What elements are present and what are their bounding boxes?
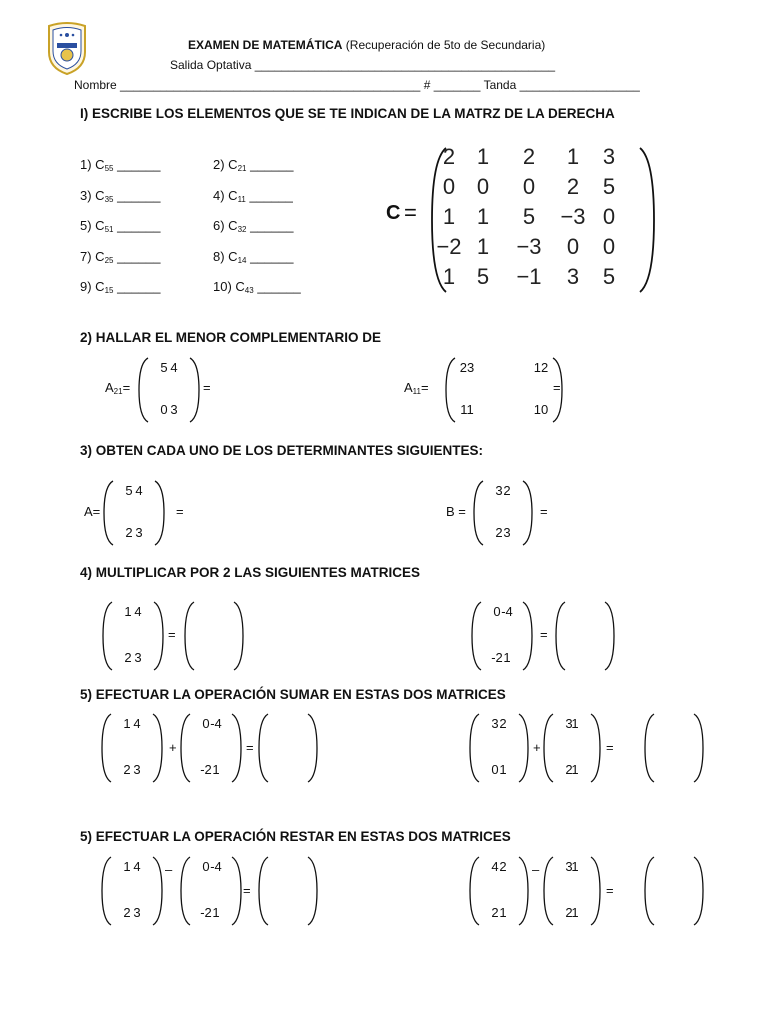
matrix-c-cell: −3 bbox=[516, 234, 542, 259]
sum1-plus: + bbox=[169, 740, 177, 755]
a11-letter: A bbox=[404, 380, 413, 395]
mult2-matrix-cell: 0 bbox=[493, 604, 501, 619]
section3-heading: 3) OBTEN CADA UNO DE LOS DETERMINANTES SIGUIENTES: bbox=[80, 443, 484, 458]
element-item-label: 3) C bbox=[80, 187, 105, 203]
sum2-left-cell: 1 bbox=[499, 762, 507, 777]
nombre-field[interactable]: _____________________________________________ bbox=[120, 78, 421, 92]
element-item bbox=[80, 188, 160, 204]
sum1-right-left-paren bbox=[181, 714, 190, 782]
det-a-after: = bbox=[176, 504, 184, 519]
minor-a21-cell: 5 bbox=[160, 360, 168, 375]
sum2-right-left-paren bbox=[544, 714, 553, 782]
matrix-c-equals: = bbox=[404, 200, 417, 225]
sub2-right-cell: 2 bbox=[565, 905, 573, 920]
minor-a21-left-paren bbox=[139, 358, 148, 422]
section2-heading: 2) HALLAR EL MENOR COMPLEMENTARIO DE bbox=[80, 330, 382, 345]
det-b-after: = bbox=[540, 504, 548, 519]
sum1-answer-right-paren bbox=[308, 714, 317, 782]
sub1-left-left-paren bbox=[102, 857, 111, 925]
number-field[interactable]: _______ bbox=[433, 78, 481, 92]
a11-sub: 11 bbox=[412, 387, 421, 396]
sub1-right-right-paren bbox=[232, 857, 241, 925]
element-item-sub: 14 bbox=[237, 255, 247, 265]
det-a-cell: 5 bbox=[125, 483, 133, 498]
sub2-left-cell: 4 bbox=[491, 859, 499, 874]
sub2-eq: = bbox=[606, 883, 614, 898]
minor-a11-cell: 12 bbox=[533, 360, 549, 375]
sum1-left-right-paren bbox=[153, 714, 162, 782]
matrix-c-cell: −1 bbox=[516, 264, 542, 289]
sum1-left-left-paren bbox=[102, 714, 111, 782]
minor-a11-right-paren bbox=[553, 358, 562, 422]
tanda-field[interactable]: __________________ bbox=[519, 78, 640, 92]
det-b-left-paren bbox=[474, 481, 483, 545]
sub2-right-right-paren bbox=[591, 857, 600, 925]
element-answer-field[interactable]: ______ bbox=[113, 218, 161, 233]
matrix-c-cell: 1 bbox=[476, 204, 490, 229]
section5-heading: 5) EFECTUAR LA OPERACIÓN SUMAR EN ESTAS DOS MATRICES bbox=[80, 687, 506, 702]
matrix-c-name: C bbox=[386, 202, 401, 224]
det-b-cell: 3 bbox=[495, 483, 503, 498]
element-item-label: 9) C bbox=[80, 279, 105, 294]
element-item-label: 7) C bbox=[80, 248, 105, 264]
a21-eq: = bbox=[122, 380, 131, 395]
tanda-label: Tanda bbox=[483, 78, 517, 92]
mult1-answer-left-paren bbox=[185, 602, 194, 670]
element-item-sub: 55 bbox=[104, 164, 114, 173]
mult2-answer-left-paren bbox=[556, 602, 565, 670]
matrix-c-cell: 1 bbox=[442, 204, 456, 229]
matrix-c-cell: 1 bbox=[476, 234, 490, 259]
element-item-sub: 11 bbox=[237, 194, 246, 204]
sub1-right-cell: -2 bbox=[200, 905, 212, 920]
det-a-label: A= bbox=[84, 504, 101, 519]
element-item-label: 2) C bbox=[213, 157, 238, 172]
mult1-matrix-cell: 1 bbox=[124, 604, 132, 619]
matrix-c-cell: 1 bbox=[566, 144, 580, 169]
matrix-c-cell: −2 bbox=[436, 234, 462, 259]
sub1-left-cell: 2 bbox=[123, 905, 131, 920]
minor-a21-right-paren bbox=[190, 358, 199, 422]
a21-after: = bbox=[203, 380, 211, 395]
sum1-right-cell: 1 bbox=[212, 762, 220, 777]
sum1-left-cell: 1 bbox=[123, 716, 131, 731]
exam-title-bold: EXAMEN DE MATEMÁTICA bbox=[188, 38, 343, 52]
element-item bbox=[213, 157, 293, 173]
sum2-left-cell: 3 bbox=[491, 716, 499, 731]
school-logo bbox=[46, 22, 88, 76]
sum2-right-cell: 2 bbox=[565, 762, 573, 777]
minor-a11-cell: 10 bbox=[533, 402, 549, 417]
mult1-eq: = bbox=[168, 627, 176, 642]
matrix-c-cell: 3 bbox=[602, 144, 616, 169]
sum1-right-cell: -4 bbox=[210, 716, 222, 731]
mult1-matrix-right-paren bbox=[154, 602, 163, 670]
sub2-right-cell: 1 bbox=[571, 905, 579, 920]
sub2-answer-left-paren bbox=[645, 857, 654, 925]
mult1-answer-right-paren bbox=[234, 602, 243, 670]
sub1-answer-right-paren bbox=[308, 857, 317, 925]
sum1-right-right-paren bbox=[232, 714, 241, 782]
sum2-right-cell: 1 bbox=[571, 716, 579, 731]
sum2-right-right-paren bbox=[591, 714, 600, 782]
mult1-matrix-cell: 2 bbox=[124, 650, 132, 665]
element-answer-field[interactable]: ______ bbox=[246, 157, 294, 172]
element-item-label: 1) C bbox=[80, 157, 105, 172]
section4-heading: 4) MULTIPLICAR POR 2 LAS SIGUIENTES MATRICES bbox=[80, 565, 421, 580]
det-b-cell: 3 bbox=[503, 525, 511, 540]
element-item bbox=[80, 249, 160, 265]
sum1-right-cell: -2 bbox=[200, 762, 212, 777]
matrix-c-cell: 0 bbox=[522, 174, 536, 199]
matrix-c-cell: 5 bbox=[522, 204, 536, 229]
mult2-matrix-cell: 1 bbox=[503, 650, 511, 665]
a21-letter: A bbox=[105, 380, 114, 395]
matrix-c-cell: 0 bbox=[442, 174, 456, 199]
element-item bbox=[80, 157, 160, 173]
sum2-left-right-paren bbox=[519, 714, 528, 782]
mult2-matrix-cell: -2 bbox=[491, 650, 503, 665]
sub2-left-cell: 2 bbox=[491, 905, 499, 920]
sum1-answer-left-paren bbox=[259, 714, 268, 782]
sub2-minus: – bbox=[532, 862, 540, 877]
sub1-left-cell: 1 bbox=[123, 859, 131, 874]
sub1-answer-left-paren bbox=[259, 857, 268, 925]
sum1-eq: = bbox=[246, 740, 254, 755]
exam-title-rest: (Recuperación de 5to de Secundaria) bbox=[342, 38, 546, 52]
sum2-right-cell: 1 bbox=[571, 762, 579, 777]
element-item-label: 5) C bbox=[80, 218, 105, 233]
mult2-matrix-cell: -4 bbox=[501, 604, 513, 619]
sub2-right-left-paren bbox=[544, 857, 553, 925]
sum2-right-cell: 3 bbox=[565, 716, 573, 731]
sub1-left-cell: 3 bbox=[133, 905, 141, 920]
det-a-cell: 3 bbox=[135, 525, 143, 540]
a11-label bbox=[404, 380, 429, 396]
minor-a21-cell: 0 bbox=[160, 402, 168, 417]
sub1-left-cell: 4 bbox=[133, 859, 141, 874]
det-b-cell: 2 bbox=[503, 483, 511, 498]
matrix-c-cell: 0 bbox=[476, 174, 490, 199]
sub1-eq: = bbox=[243, 883, 251, 898]
element-item-sub: 25 bbox=[104, 255, 114, 265]
element-item-label: 6) C bbox=[213, 218, 238, 233]
sum1-left-cell: 3 bbox=[133, 762, 141, 777]
sum1-right-cell: 0 bbox=[202, 716, 210, 731]
section6-heading: 5) EFECTUAR LA OPERACIÓN RESTAR EN ESTAS DOS MATRICES bbox=[80, 829, 511, 844]
matrix-c-cell: 1 bbox=[442, 264, 456, 289]
sub2-left-cell: 1 bbox=[499, 905, 507, 920]
element-item-sub: 43 bbox=[244, 286, 254, 295]
det-a-left-paren bbox=[104, 481, 113, 545]
det-b-cell: 2 bbox=[495, 525, 503, 540]
element-answer-field[interactable]: ______ bbox=[246, 218, 294, 233]
element-answer-field[interactable]: ______ bbox=[246, 248, 294, 264]
mult1-matrix-cell: 4 bbox=[134, 604, 142, 619]
exam-title bbox=[188, 38, 545, 52]
element-item bbox=[80, 218, 160, 234]
matrix-c-cell: −3 bbox=[560, 204, 586, 229]
sub2-right-cell: 3 bbox=[565, 859, 573, 874]
det-a-right-paren bbox=[155, 481, 164, 545]
sub2-left-cell: 2 bbox=[499, 859, 507, 874]
nombre-label: Nombre bbox=[74, 78, 117, 92]
element-item bbox=[213, 279, 301, 295]
element-answer-field[interactable]: ______ bbox=[113, 279, 161, 294]
element-item-label: 10) C bbox=[213, 279, 245, 294]
salida-field[interactable]: _____________________________________________ bbox=[254, 58, 556, 72]
sum1-left-cell: 4 bbox=[133, 716, 141, 731]
matrix-c-cell: 0 bbox=[566, 234, 580, 259]
sum2-left-left-paren bbox=[470, 714, 479, 782]
section1-heading: I) ESCRIBE LOS ELEMENTOS QUE SE TE INDICAN DE LA MATRZ DE LA DERECHA bbox=[80, 106, 615, 121]
matrix-c-cell: 2 bbox=[442, 144, 456, 169]
sum2-left-cell: 2 bbox=[499, 716, 507, 731]
det-a-cell: 4 bbox=[135, 483, 143, 498]
mult2-eq: = bbox=[540, 627, 548, 642]
matrix-c-cell: 2 bbox=[566, 174, 580, 199]
element-item-sub: 35 bbox=[104, 194, 114, 204]
matrix-c-cell: 5 bbox=[602, 264, 616, 289]
sub1-minus: – bbox=[165, 862, 173, 877]
mult2-answer-right-paren bbox=[605, 602, 614, 670]
element-answer-field[interactable]: ______ bbox=[245, 187, 293, 203]
matrix-c-cell: 0 bbox=[602, 204, 616, 229]
element-item bbox=[213, 218, 293, 234]
nombre-row bbox=[74, 78, 640, 92]
sum2-eq: = bbox=[606, 740, 614, 755]
element-item-sub: 32 bbox=[237, 225, 247, 234]
element-answer-field[interactable]: ______ bbox=[253, 279, 301, 294]
salida-row bbox=[170, 58, 555, 72]
matrix-c-right-paren bbox=[640, 148, 654, 292]
element-answer-field[interactable]: ______ bbox=[113, 187, 161, 203]
sum2-answer-left-paren bbox=[645, 714, 654, 782]
minor-a21-cell: 3 bbox=[170, 402, 178, 417]
element-item bbox=[80, 279, 160, 295]
matrix-c-cell: 0 bbox=[602, 234, 616, 259]
element-item-sub: 51 bbox=[104, 225, 114, 234]
element-item-sub: 21 bbox=[237, 164, 247, 173]
matrix-c-left-paren bbox=[432, 148, 446, 292]
mult1-matrix-left-paren bbox=[103, 602, 112, 670]
number-label: # bbox=[423, 78, 431, 92]
mult2-matrix-right-paren bbox=[523, 602, 532, 670]
matrix-c-cell: 3 bbox=[566, 264, 580, 289]
a21-sub: 21 bbox=[113, 387, 123, 396]
matrix-c-cell: 2 bbox=[522, 144, 536, 169]
element-item bbox=[213, 188, 293, 204]
element-item-label: 4) C bbox=[213, 187, 238, 203]
a11-after: = bbox=[553, 380, 561, 395]
a21-label bbox=[105, 380, 130, 396]
det-b-label: B = bbox=[446, 504, 466, 519]
det-a-cell: 2 bbox=[125, 525, 133, 540]
element-item-sub: 15 bbox=[104, 286, 114, 295]
sum1-left-cell: 2 bbox=[123, 762, 131, 777]
matrix-c-cell: 5 bbox=[602, 174, 616, 199]
mult2-matrix-left-paren bbox=[472, 602, 481, 670]
matrix-c-cell: 1 bbox=[476, 144, 490, 169]
sum2-answer-right-paren bbox=[694, 714, 703, 782]
sub2-left-right-paren bbox=[519, 857, 528, 925]
sub1-right-cell: 0 bbox=[202, 859, 210, 874]
sub1-left-right-paren bbox=[153, 857, 162, 925]
sub2-right-cell: 1 bbox=[571, 859, 579, 874]
element-answer-field[interactable]: ______ bbox=[113, 157, 161, 172]
sum2-left-cell: 0 bbox=[491, 762, 499, 777]
sub1-right-left-paren bbox=[181, 857, 190, 925]
sub2-answer-right-paren bbox=[694, 857, 703, 925]
minor-a11-cell: 23 bbox=[459, 360, 475, 375]
matrix-c-cell: 5 bbox=[476, 264, 490, 289]
minor-a21-cell: 4 bbox=[170, 360, 178, 375]
sub1-right-cell: 1 bbox=[212, 905, 220, 920]
det-b-right-paren bbox=[523, 481, 532, 545]
salida-label: Salida Optativa bbox=[170, 58, 252, 72]
a11-eq: = bbox=[420, 380, 429, 395]
sub2-left-left-paren bbox=[470, 857, 479, 925]
element-answer-field[interactable]: ______ bbox=[113, 248, 161, 264]
sum2-plus: + bbox=[533, 740, 541, 755]
element-item bbox=[213, 249, 293, 265]
element-item-label: 8) C bbox=[213, 248, 238, 264]
mult1-matrix-cell: 3 bbox=[134, 650, 142, 665]
minor-a11-cell: 11 bbox=[460, 402, 474, 417]
sub1-right-cell: -4 bbox=[210, 859, 222, 874]
